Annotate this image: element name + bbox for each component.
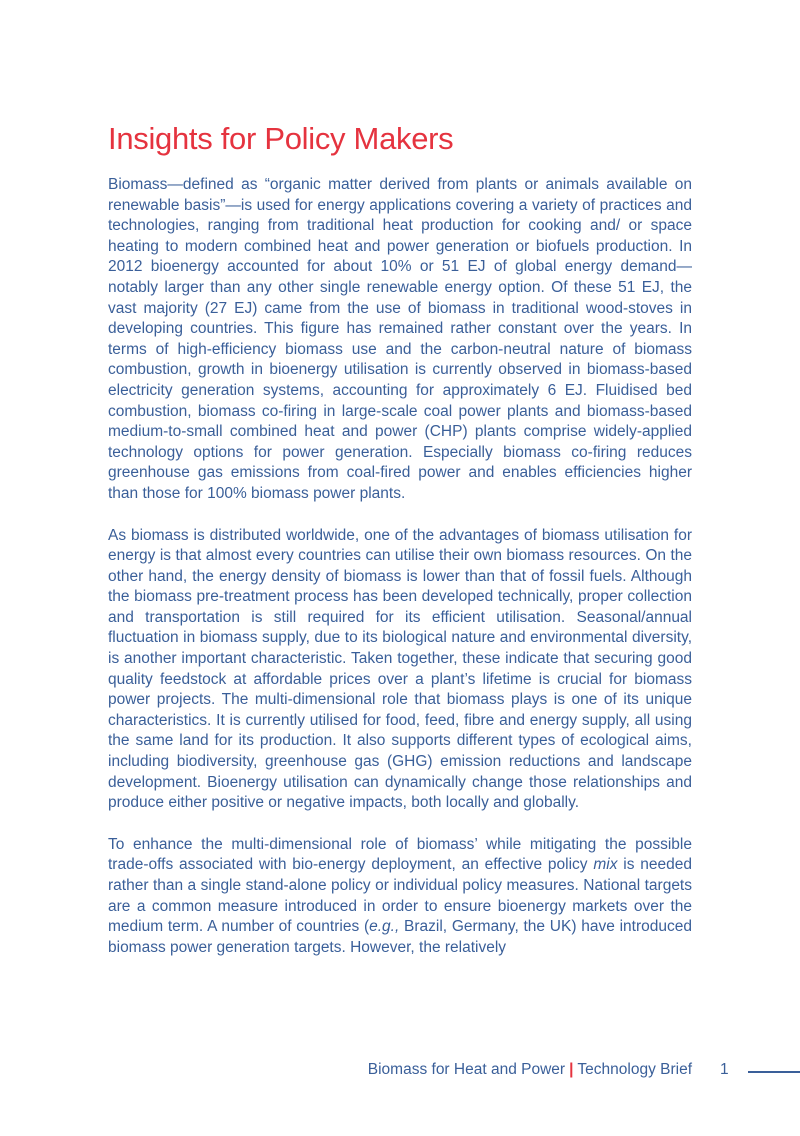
emphasis-text: e.g.,: [369, 918, 400, 936]
paragraph: [108, 835, 692, 959]
body-text: [108, 175, 692, 979]
section-title: Technology Brief: [577, 1061, 692, 1078]
footer-separator: |: [569, 1061, 574, 1078]
footer-rule: [748, 1071, 800, 1073]
paragraph-text: Brazil, Germany, the UK) have introduced biomass power generation targets. However, the relatively: [108, 918, 692, 956]
emphasis-text: mix: [593, 856, 618, 874]
paragraph-text: To enhance the multi-dimensional role of biomass’ while mitigating the possible trade-offs associated with bio-energy deployment, an effective policy: [108, 835, 692, 874]
paragraph-text: is needed rather than a single stand-alone policy or individual policy measures. National targets are a common measure introduced in order to ensure bioenergy markets over the medium term. A number of countries (: [108, 856, 692, 936]
page-number: 1: [720, 1061, 729, 1078]
paragraph: As biomass is distributed worldwide, one of the advantages of biomass utilisation for energy is that almost every countries can utilise their own biomass resources. On the other hand, the energy density of biomass is lower than that of fossil fuels. Although the biomass pre-treatment process has been developed technically, proper collection and transportation is still required for its efficient utilisation. Seasonal/annual fluctuation in biomass supply, due to its biological nature and environmental diversity, is another important characteristic. Taken together, these indicate that securing good quality feedstock at affordable prices over a plant’s lifetime is crucial for biomass power projects. The multi-dimensional role that biomass plays is one of its unique characteristics. It is currently utilised for food, feed, fibre and energy supply, all using the same land for its production. It also supports different types of ecological aims, including biodiversity, greenhouse gas (GHG) emission reductions and landscape development. Bioenergy utilisation can dynamically change those relationships and produce either positive or negative impacts, both locally and globally.: [108, 526, 692, 812]
paragraph: Biomass—defined as “organic matter derived from plants or animals available on renewable basis”—is used for energy applications covering a variety of practices and technologies, ranging from traditional heat production for cooking and/ or space heating to modern combined heat and power generation or biofuels production. In 2012 bioenergy accounted for about 10% or 51 EJ of global energy demand—notably larger than any other single renewable energy option. Of these 51 EJ, the vast majority (27 EJ) came from the use of biomass in traditional wood-stoves in developing countries. This figure has remained rather constant over the years. In terms of high-efficiency biomass use and the carbon-neutral nature of biomass combustion, growth in bioenergy utilisation is currently observed in biomass-based electricity generation systems, accounting for approximately 6 EJ. Fluidised bed combustion, biomass co-firing in large-scale coal power plants and biomass-based medium-to-small combined heat and power (CHP) plants comprise widely-applied technology options for power generation. Especially biomass co-firing reduces greenhouse gas emissions from coal-fired power and enables efficiencies higher than those for 100% biomass power plants.: [108, 176, 692, 502]
page-title: Insights for Policy Makers: [108, 120, 454, 156]
running-footer: [368, 1061, 692, 1079]
publication-title: Biomass for Heat and Power: [367, 1061, 566, 1078]
